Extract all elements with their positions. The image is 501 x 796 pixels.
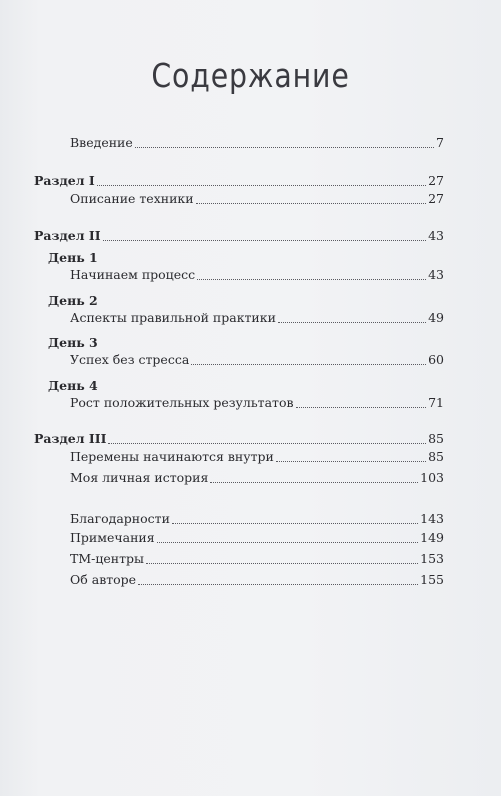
toc-entry[interactable] [70, 190, 444, 208]
toc-section-3[interactable] [34, 430, 444, 448]
toc-day-heading: День 1 [48, 250, 98, 265]
toc-entry[interactable] [70, 571, 444, 589]
dot-leader [146, 563, 418, 564]
dot-leader [103, 240, 426, 241]
toc-entry-page: 85 [428, 449, 444, 464]
dot-leader [172, 523, 418, 524]
toc-entry-label: Примечания [70, 530, 155, 545]
toc-section-page: 85 [428, 431, 444, 446]
toc-entry[interactable] [70, 448, 444, 466]
dot-leader [278, 322, 426, 323]
toc-section-label: Раздел II [34, 228, 101, 243]
toc-entry-label: ТМ-центры [70, 551, 144, 566]
toc-entry[interactable] [70, 351, 444, 369]
toc-entry-page: 71 [428, 395, 444, 410]
toc-entry[interactable] [70, 469, 444, 487]
toc-section-page: 43 [428, 228, 444, 243]
toc-entry-label: Благодарности [70, 511, 170, 526]
toc-entry-label: Введение [70, 135, 133, 150]
toc-entry-label: Аспекты правильной практики [70, 310, 276, 325]
toc-entry[interactable] [70, 394, 444, 412]
dot-leader [138, 584, 418, 585]
toc-entry[interactable] [70, 309, 444, 327]
toc-entry-label: Перемены начинаются внутри [70, 449, 274, 464]
toc-entry-page: 155 [420, 572, 444, 587]
toc-section-page: 27 [428, 173, 444, 188]
toc-section-2[interactable] [34, 227, 444, 245]
toc-entry[interactable] [70, 529, 444, 547]
dot-leader [108, 443, 426, 444]
toc-entry[interactable] [70, 550, 444, 568]
toc-day-heading: День 4 [48, 378, 98, 393]
toc-entry-page: 7 [436, 135, 444, 150]
toc-entry[interactable] [70, 266, 444, 284]
toc-section-label: Раздел III [34, 431, 107, 446]
toc-entry-page: 103 [420, 470, 444, 485]
toc-entry-label: Успех без стресса [70, 352, 190, 367]
toc-entry-page: 153 [420, 551, 444, 566]
toc-entry-label: Описание техники [70, 191, 194, 206]
toc-entry-label: Моя личная история [70, 470, 209, 485]
toc-entry-page: 60 [428, 352, 444, 367]
page-title: Содержание [151, 56, 350, 95]
toc-entry-page: 43 [428, 267, 444, 282]
dot-leader [135, 147, 434, 148]
toc-entry-intro[interactable] [70, 134, 444, 152]
dot-leader [210, 482, 418, 483]
toc-entry-label: Об авторе [70, 572, 137, 587]
toc-day-heading: День 2 [48, 293, 98, 308]
dot-leader [196, 203, 427, 204]
toc-section-1[interactable] [34, 172, 444, 190]
toc-day-heading: День 3 [48, 335, 98, 350]
dot-leader [97, 185, 426, 186]
dot-leader [157, 542, 419, 543]
dot-leader [276, 461, 426, 462]
dot-leader [296, 407, 427, 408]
toc-entry-label: Рост положительных результатов [70, 395, 294, 410]
toc-section-label: Раздел I [34, 173, 95, 188]
toc-entry-label: Начинаем процесс [70, 267, 196, 282]
toc-entry-page: 143 [420, 511, 444, 526]
toc-entry-page: 27 [428, 191, 444, 206]
dot-leader [191, 364, 426, 365]
toc-entry-page: 49 [428, 310, 444, 325]
toc-entry-page: 149 [420, 530, 444, 545]
dot-leader [197, 279, 426, 280]
toc-entry[interactable] [70, 510, 444, 528]
